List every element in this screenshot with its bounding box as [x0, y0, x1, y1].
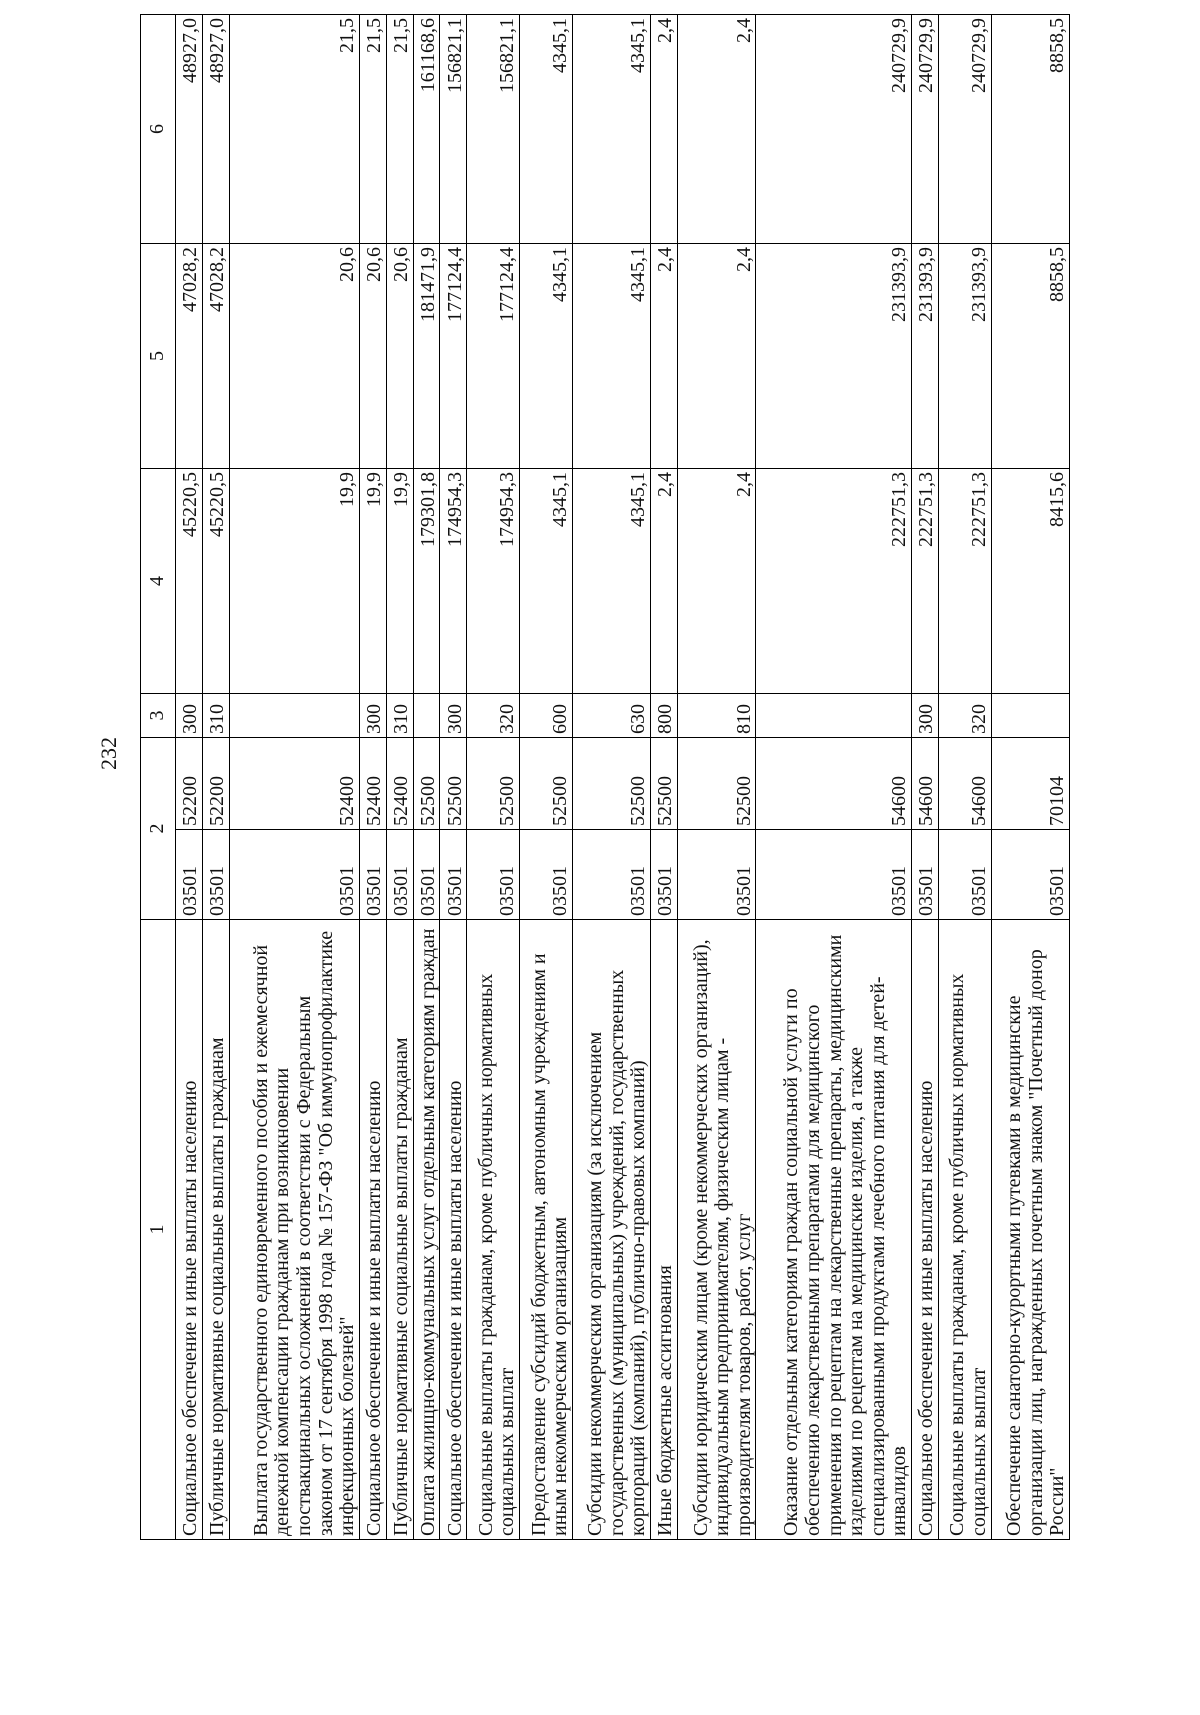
row-name: Иные бюджетные ассигнования: [651, 920, 678, 1540]
row-code-2: 54600: [938, 738, 991, 830]
row-name: Субсидии юридическим лицам (кроме некоммерческих организаций), индивидуальным предпринимателям, физическим лицам - производителям товаров, работ, услуг: [678, 920, 756, 1540]
row-value-5: 4345,1: [572, 244, 650, 469]
table-row: [572, 15, 650, 1540]
table-row: [202, 15, 229, 1540]
row-code-2: 52200: [202, 738, 229, 830]
row-value-6: 240729,9: [911, 15, 938, 244]
row-code-3: 320: [467, 694, 520, 738]
row-code-1: 03501: [572, 830, 650, 920]
row-value-5: 20,6: [359, 244, 386, 469]
row-name: Обеспечение санаторно-курортными путевками в медицинские организации лиц, награжденных почетным знаком "Почетный донор России": [991, 920, 1069, 1540]
row-value-6: 2,4: [678, 15, 756, 244]
row-code-1: 03501: [651, 830, 678, 920]
row-code-2: 52500: [520, 738, 573, 830]
row-value-4: 2,4: [678, 469, 756, 694]
row-value-4: 222751,3: [756, 469, 912, 694]
row-name: Выплата государственного единовременного пособия и ежемесячной денежной компенсации гражданам при возникновении поствакцинальных осложнений в соответствии с Федеральным законом от 17 сентября 1998 года № 157-ФЗ "Об иммунопрофилактике инфекционных болезней": [229, 920, 359, 1540]
row-value-6: 48927,0: [176, 15, 203, 244]
row-value-5: 47028,2: [176, 244, 203, 469]
row-value-4: 174954,3: [440, 469, 467, 694]
row-value-6: 156821,1: [467, 15, 520, 244]
row-code-3: [229, 694, 359, 738]
row-value-6: 21,5: [386, 15, 413, 244]
row-name: Социальное обеспечение и иные выплаты населению: [176, 920, 203, 1540]
row-value-4: 19,9: [386, 469, 413, 694]
row-value-5: 2,4: [651, 244, 678, 469]
row-code-2: 52500: [572, 738, 650, 830]
row-name: Социальное обеспечение и иные выплаты населению: [911, 920, 938, 1540]
row-code-2: 52500: [413, 738, 440, 830]
table-row: [991, 15, 1069, 1540]
row-code-2: 52200: [176, 738, 203, 830]
row-code-3: 320: [938, 694, 991, 738]
row-value-5: 2,4: [678, 244, 756, 469]
table-row: [651, 15, 678, 1540]
header-col-5: 5: [141, 244, 176, 469]
row-code-2: 52400: [359, 738, 386, 830]
row-code-3: 300: [911, 694, 938, 738]
row-value-4: 4345,1: [520, 469, 573, 694]
row-name: Социальное обеспечение и иные выплаты населению: [440, 920, 467, 1540]
row-code-1: 03501: [440, 830, 467, 920]
header-col-6: 6: [141, 15, 176, 244]
row-value-4: 222751,3: [911, 469, 938, 694]
row-value-4: 222751,3: [938, 469, 991, 694]
row-value-5: 231393,9: [911, 244, 938, 469]
row-value-4: 179301,8: [413, 469, 440, 694]
row-code-1: 03501: [756, 830, 912, 920]
row-name: Оказание отдельным категориям граждан социальной услуги по обеспечению лекарственными препаратами для медицинского применения по рецептам на лекарственные препараты, медицинскими изделиями по рецептам на медицинские изделия, а также специализированными продуктами лечебного питания для детей-инвалидов: [756, 920, 912, 1540]
row-code-1: 03501: [911, 830, 938, 920]
table-row: [229, 15, 359, 1540]
row-code-1: 03501: [678, 830, 756, 920]
row-name: Оплата жилищно-коммунальных услуг отдельным категориям граждан: [413, 920, 440, 1540]
row-code-1: 03501: [938, 830, 991, 920]
row-code-3: [413, 694, 440, 738]
rotated-table-container: [140, 15, 1070, 1540]
row-name: Социальные выплаты гражданам, кроме публичных нормативных социальных выплат: [938, 920, 991, 1540]
row-name: Публичные нормативные социальные выплаты гражданам: [202, 920, 229, 1540]
row-value-5: 181471,9: [413, 244, 440, 469]
row-value-4: 45220,5: [202, 469, 229, 694]
row-code-1: 03501: [467, 830, 520, 920]
row-code-2: 52400: [229, 738, 359, 830]
table-row: [756, 15, 912, 1540]
page-number: 232: [96, 737, 121, 770]
row-code-2: 52500: [678, 738, 756, 830]
row-value-5: 20,6: [229, 244, 359, 469]
row-code-1: 03501: [229, 830, 359, 920]
table-row: [467, 15, 520, 1540]
row-code-3: 810: [678, 694, 756, 738]
row-value-6: 240729,9: [756, 15, 912, 244]
row-value-6: 161168,6: [413, 15, 440, 244]
row-value-5: 231393,9: [938, 244, 991, 469]
table-row: [176, 15, 203, 1540]
table-row: [359, 15, 386, 1540]
row-value-5: 47028,2: [202, 244, 229, 469]
row-code-1: 03501: [386, 830, 413, 920]
row-code-3: 800: [651, 694, 678, 738]
row-value-6: 4345,1: [572, 15, 650, 244]
row-value-6: 4345,1: [520, 15, 573, 244]
row-code-3: [756, 694, 912, 738]
row-value-6: 8858,5: [991, 15, 1069, 244]
header-col-4: 4: [141, 469, 176, 694]
row-value-4: 45220,5: [176, 469, 203, 694]
row-value-6: 156821,1: [440, 15, 467, 244]
header-col-3: 3: [141, 694, 176, 738]
row-value-4: 2,4: [651, 469, 678, 694]
row-name: Предоставление субсидий бюджетным, автономным учреждениям и иным некоммерческим организациям: [520, 920, 573, 1540]
row-value-5: 4345,1: [520, 244, 573, 469]
row-value-6: 2,4: [651, 15, 678, 244]
table-row: [386, 15, 413, 1540]
row-code-2: 70104: [991, 738, 1069, 830]
table-body: [176, 15, 1070, 1540]
row-code-1: 03501: [991, 830, 1069, 920]
row-code-3: 300: [176, 694, 203, 738]
header-col-2: 2: [141, 738, 176, 920]
row-code-3: 300: [440, 694, 467, 738]
budget-table: [140, 14, 1070, 1540]
row-code-1: 03501: [202, 830, 229, 920]
row-code-2: 52400: [386, 738, 413, 830]
table-row: [413, 15, 440, 1540]
row-code-2: 54600: [756, 738, 912, 830]
row-code-2: 52500: [440, 738, 467, 830]
row-code-3: 310: [386, 694, 413, 738]
row-name: Публичные нормативные социальные выплаты гражданам: [386, 920, 413, 1540]
row-code-3: 630: [572, 694, 650, 738]
row-name: Социальные выплаты гражданам, кроме публичных нормативных социальных выплат: [467, 920, 520, 1540]
row-value-4: 174954,3: [467, 469, 520, 694]
row-code-3: 310: [202, 694, 229, 738]
row-code-1: 03501: [413, 830, 440, 920]
row-value-4: 8415,6: [991, 469, 1069, 694]
row-value-5: 177124,4: [467, 244, 520, 469]
row-value-5: 20,6: [386, 244, 413, 469]
header-col-1: 1: [141, 920, 176, 1540]
row-code-1: 03501: [359, 830, 386, 920]
row-code-2: 52500: [467, 738, 520, 830]
row-value-6: 240729,9: [938, 15, 991, 244]
row-value-4: 19,9: [359, 469, 386, 694]
table-row: [938, 15, 991, 1540]
row-code-3: 600: [520, 694, 573, 738]
table-row: [678, 15, 756, 1540]
row-value-4: 4345,1: [572, 469, 650, 694]
row-value-4: 19,9: [229, 469, 359, 694]
row-value-5: 177124,4: [440, 244, 467, 469]
header-row: [141, 15, 176, 1540]
table-row: [520, 15, 573, 1540]
row-value-5: 231393,9: [756, 244, 912, 469]
row-name: Социальное обеспечение и иные выплаты населению: [359, 920, 386, 1540]
row-code-2: 52500: [651, 738, 678, 830]
row-code-1: 03501: [176, 830, 203, 920]
row-code-3: [991, 694, 1069, 738]
row-value-6: 48927,0: [202, 15, 229, 244]
table-row: [440, 15, 467, 1540]
row-code-3: 300: [359, 694, 386, 738]
row-code-2: 54600: [911, 738, 938, 830]
row-value-6: 21,5: [359, 15, 386, 244]
row-name: Субсидии некоммерческим организациям (за исключением государственных (муниципальных) учреждений, государственных корпораций (компаний), публично-правовых компаний): [572, 920, 650, 1540]
table-row: [911, 15, 938, 1540]
row-value-5: 8858,5: [991, 244, 1069, 469]
row-code-1: 03501: [520, 830, 573, 920]
row-value-6: 21,5: [229, 15, 359, 244]
